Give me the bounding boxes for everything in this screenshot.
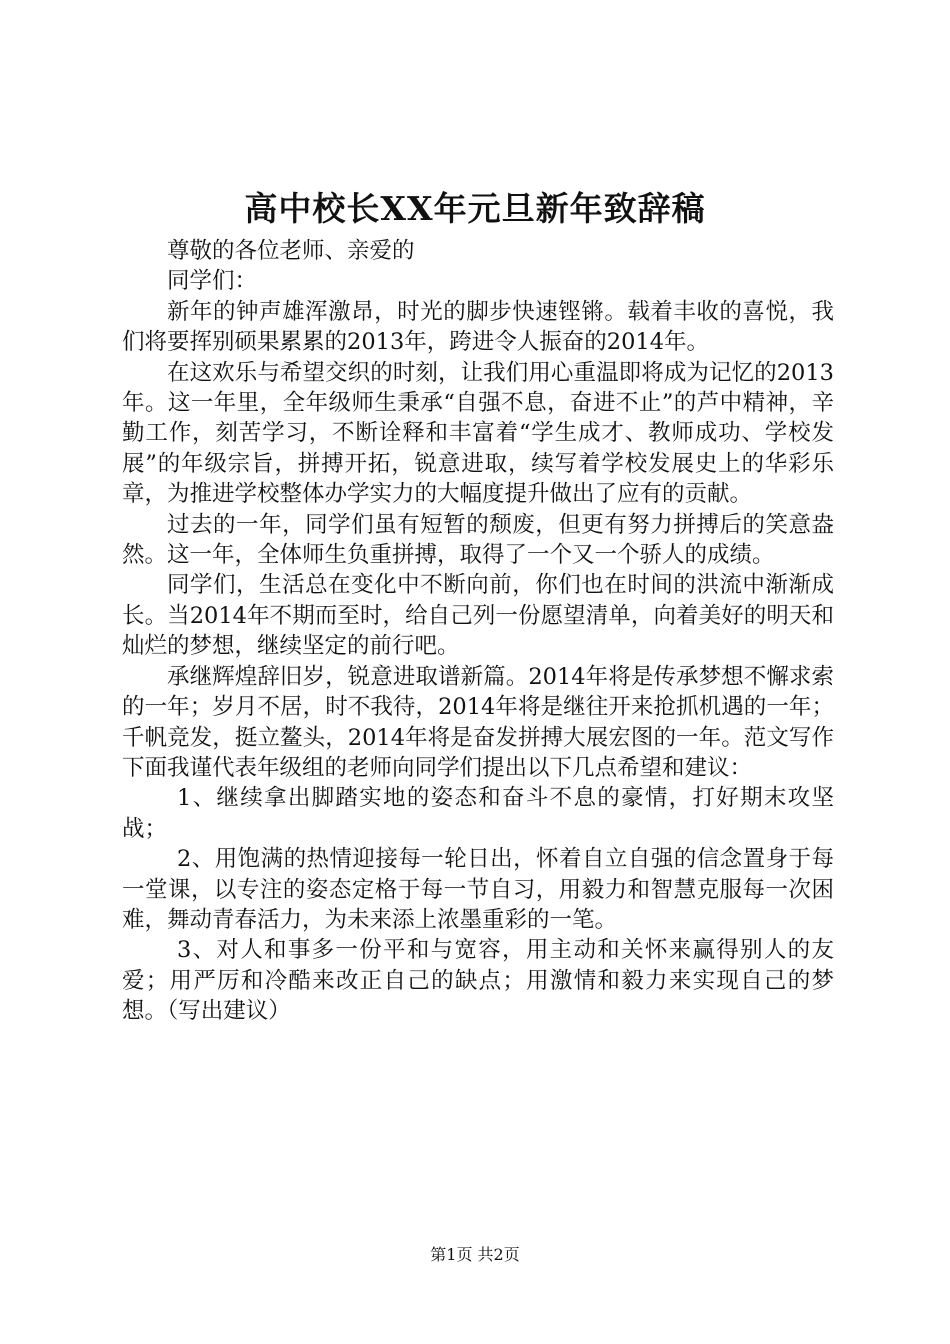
document-body bbox=[122, 236, 834, 1027]
salutation-line-1: 尊敬的各位老师、亲爱的 bbox=[167, 238, 415, 264]
page-number-footer: 第1页 共2页 bbox=[430, 1245, 520, 1264]
paragraph: 新年的钟声雄浑激昂，时光的脚步快速铿锵。载着丰收的喜悦，我们将要挥别硕果累累的2013年，跨进令人振奋的2014年。 bbox=[122, 298, 834, 356]
salutation-line-2: 同学们： bbox=[167, 268, 258, 295]
suggestion-item: 3、对人和事多一份平和与宽容，用主动和关怀来赢得别人的友爱；用严厉和冷酷来改正自己的缺点；用激情和毅力来实现自己的梦想。（写出建议） bbox=[122, 937, 834, 1025]
document-title: 高中校长XX年元旦新年致辞稿 bbox=[244, 189, 706, 228]
paragraph: 在这欢乐与希望交织的时刻，让我们用心重温即将成为记忆的2013年。这一年里，全年级师生秉承“自强不息，奋进不止”的芦中精神，辛勤工作，刻苦学习，不断诠释和丰富着“学生成才、教师成功、学校发展”的年级宗旨，拼搏开拓，锐意进取，续写着学校发展史上的华彩乐章，为推进学校整体办学实力的大幅度提升做出了应有的贡献。 bbox=[122, 359, 834, 508]
paragraph: 承继辉煌辞旧岁，锐意进取谱新篇。2014年将是传承梦想不懈求索的一年；岁月不居，时不我待，2014年将是继往开来抢抓机遇的一年；千帆竞发，挺立鳌头，2014年将是奋发拼搏大展宏图的一年。范文写作下面我谨代表年级组的老师向同学们提出以下几点希望和建议： bbox=[122, 663, 834, 781]
paragraph: 过去的一年，同学们虽有短暂的颓废，但更有努力拼搏后的笑意盎然。这一年，全体师生负重拼搏，取得了一个又一个骄人的成绩。 bbox=[122, 511, 834, 569]
suggestion-item: 2、用饱满的热情迎接每一轮日出，怀着自立自强的信念置身于每一堂课，以专注的姿态定格于每一节自习，用毅力和智慧克服每一次困难，舞动青春活力，为未来添上浓墨重彩的一笔。 bbox=[122, 846, 834, 933]
paragraph: 同学们，生活总在变化中不断向前，你们也在时间的洪流中渐渐成长。当2014年不期而至时，给自己列一份愿望清单，向着美好的明天和灿烂的梦想，继续坚定的前行吧。 bbox=[122, 572, 834, 660]
suggestion-item: 1、继续拿出脚踏实地的姿态和奋斗不息的豪情，打好期末攻坚战； bbox=[122, 785, 834, 842]
